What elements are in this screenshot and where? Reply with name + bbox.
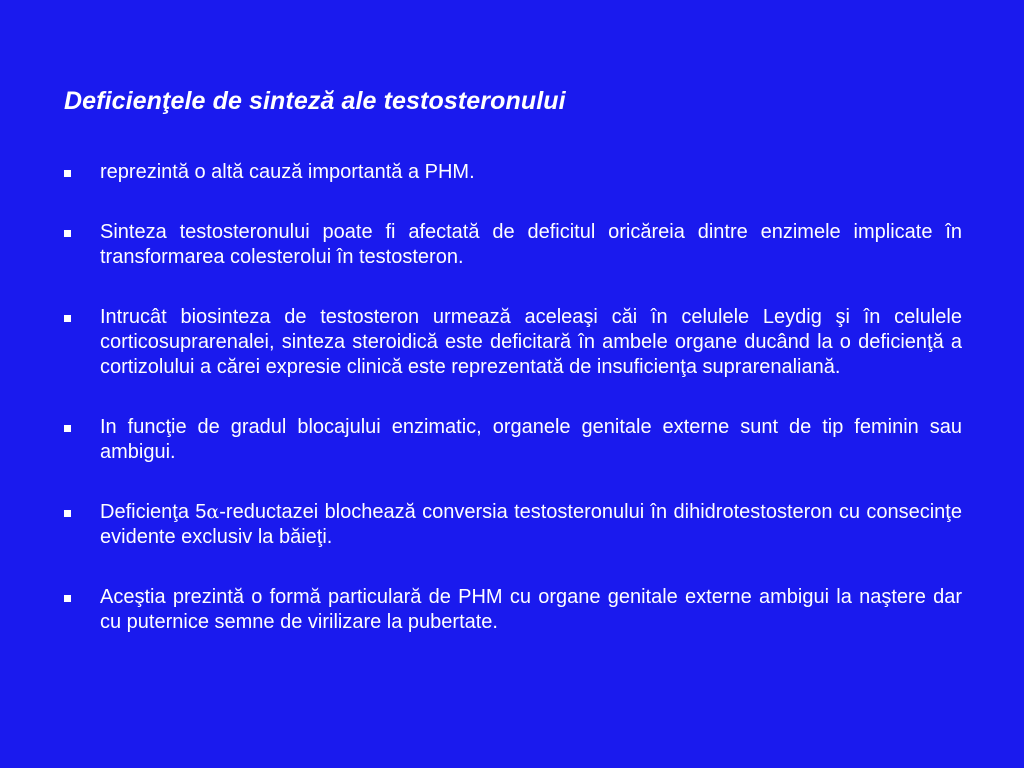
bullet-item — [62, 305, 962, 380]
bullet-text — [100, 500, 962, 550]
bullet-text: Aceştia prezintă o formă particulară de PHM cu organe genitale externe ambigui la naştere dar cu puternice semne de virilizare la pubertate. — [100, 586, 962, 633]
square-bullet-icon — [64, 315, 71, 322]
bullet-text: Sinteza testosteronului poate fi afectată de deficitul oricăreia dintre enzimele implicate în transformarea colesterolui în testosteron. — [100, 221, 962, 268]
square-bullet-icon — [64, 510, 71, 517]
bullet-text-before: Deficienţa 5 — [100, 501, 207, 523]
bullet-item — [62, 160, 962, 185]
square-bullet-icon — [64, 595, 71, 602]
bullet-item — [62, 500, 962, 550]
bullet-text: In funcţie de gradul blocajului enzimatic, organele genitale externe sunt de tip feminin sau ambigui. — [100, 416, 962, 463]
bullet-item — [62, 415, 962, 465]
slide-title: Deficienţele de sinteză ale testosteronului — [64, 87, 566, 115]
bullet-item — [62, 585, 962, 635]
bullet-text: reprezintă o altă cauză importantă a PHM. — [100, 161, 475, 183]
square-bullet-icon — [64, 170, 71, 177]
bullet-text: Intrucât biosinteza de testosteron urmează aceleaşi căi în celulele Leydig şi în celulele corticosuprarenalei, sinteza steroidică este deficitară în ambele organe ducând la o deficienţă a cortizolului a cărei expresie clinică este reprezentată de insuficienţa suprarenaliană. — [100, 306, 962, 378]
square-bullet-icon — [64, 425, 71, 432]
square-bullet-icon — [64, 230, 71, 237]
bullet-text-after: -reductazei blochează conversia testosteronului în dihidrotestosteron cu consecinţe evidente exclusiv la băieţi. — [100, 501, 962, 548]
alpha-symbol: α — [206, 501, 220, 523]
bullet-item — [62, 220, 962, 270]
bullet-list — [62, 160, 962, 635]
